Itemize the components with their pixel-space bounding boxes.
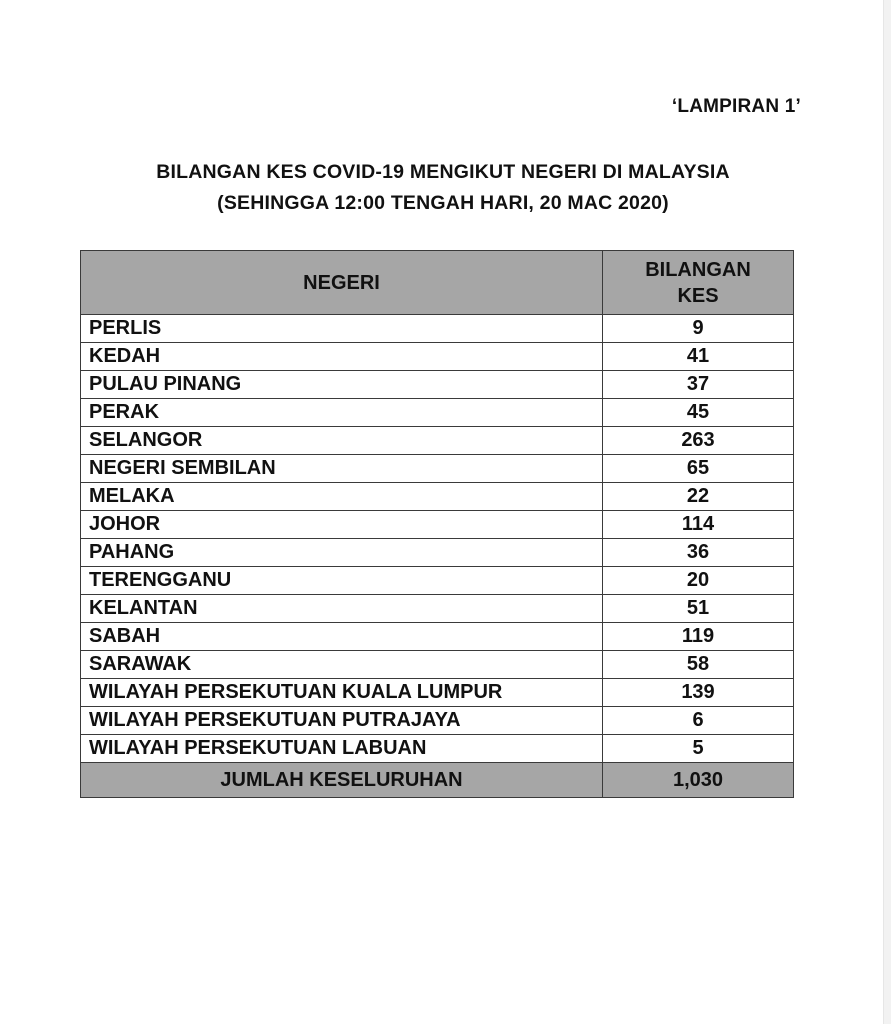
header-count-line-2: KES [677, 284, 719, 307]
table-row [81, 651, 794, 679]
table-row [81, 343, 794, 371]
table-row [81, 315, 794, 343]
table-row [81, 371, 794, 399]
state-name-cell: KELANTAN [81, 595, 603, 623]
header-state: NEGERI [81, 251, 603, 315]
case-count-cell: 114 [603, 511, 794, 539]
case-count-cell: 9 [603, 315, 794, 343]
header-count-line-1: BILANGAN [645, 258, 751, 281]
case-count-cell: 51 [603, 595, 794, 623]
case-count-cell: 36 [603, 539, 794, 567]
table-row [81, 595, 794, 623]
state-name-cell: PERAK [81, 399, 603, 427]
case-count-cell: 58 [603, 651, 794, 679]
total-count: 1,030 [603, 763, 794, 798]
state-name-cell: SELANGOR [81, 427, 603, 455]
state-name-cell: MELAKA [81, 483, 603, 511]
table-row [81, 511, 794, 539]
page-edge [883, 0, 891, 1024]
state-name-cell: PULAU PINANG [81, 371, 603, 399]
state-name-cell: PERLIS [81, 315, 603, 343]
total-label: JUMLAH KESELURUHAN [81, 763, 603, 798]
state-name-cell: KEDAH [81, 343, 603, 371]
case-count-cell: 6 [603, 707, 794, 735]
title-line-1: BILANGAN KES COVID-19 MENGIKUT NEGERI DI MALAYSIA [156, 161, 730, 183]
state-name-cell: SARAWAK [81, 651, 603, 679]
header-count [603, 251, 794, 315]
state-name-cell: PAHANG [81, 539, 603, 567]
title-line-2: (SEHINGGA 12:00 TENGAH HARI, 20 MAC 2020) [217, 192, 669, 214]
case-count-cell: 65 [603, 455, 794, 483]
table-row [81, 455, 794, 483]
case-count-cell: 119 [603, 623, 794, 651]
state-name-cell: WILAYAH PERSEKUTUAN PUTRAJAYA [81, 707, 603, 735]
table-row [81, 567, 794, 595]
case-count-cell: 5 [603, 735, 794, 763]
annex-label: ‘LAMPIRAN 1’ [671, 96, 801, 117]
case-count-cell: 45 [603, 399, 794, 427]
table-row [81, 735, 794, 763]
table-row [81, 427, 794, 455]
table-row [81, 623, 794, 651]
state-name-cell: NEGERI SEMBILAN [81, 455, 603, 483]
table-header-row [81, 251, 794, 315]
table-row [81, 679, 794, 707]
table-row [81, 707, 794, 735]
state-name-cell: TERENGGANU [81, 567, 603, 595]
cases-by-state-table [80, 250, 794, 798]
case-count-cell: 263 [603, 427, 794, 455]
case-count-cell: 37 [603, 371, 794, 399]
case-count-cell: 139 [603, 679, 794, 707]
case-count-cell: 41 [603, 343, 794, 371]
table-row [81, 539, 794, 567]
case-count-cell: 20 [603, 567, 794, 595]
table-body [81, 315, 794, 763]
state-name-cell: SABAH [81, 623, 603, 651]
state-name-cell: WILAYAH PERSEKUTUAN KUALA LUMPUR [81, 679, 603, 707]
total-row [81, 763, 794, 798]
table-row [81, 483, 794, 511]
document-title [0, 157, 886, 219]
state-name-cell: JOHOR [81, 511, 603, 539]
case-count-cell: 22 [603, 483, 794, 511]
table-row [81, 399, 794, 427]
state-name-cell: WILAYAH PERSEKUTUAN LABUAN [81, 735, 603, 763]
